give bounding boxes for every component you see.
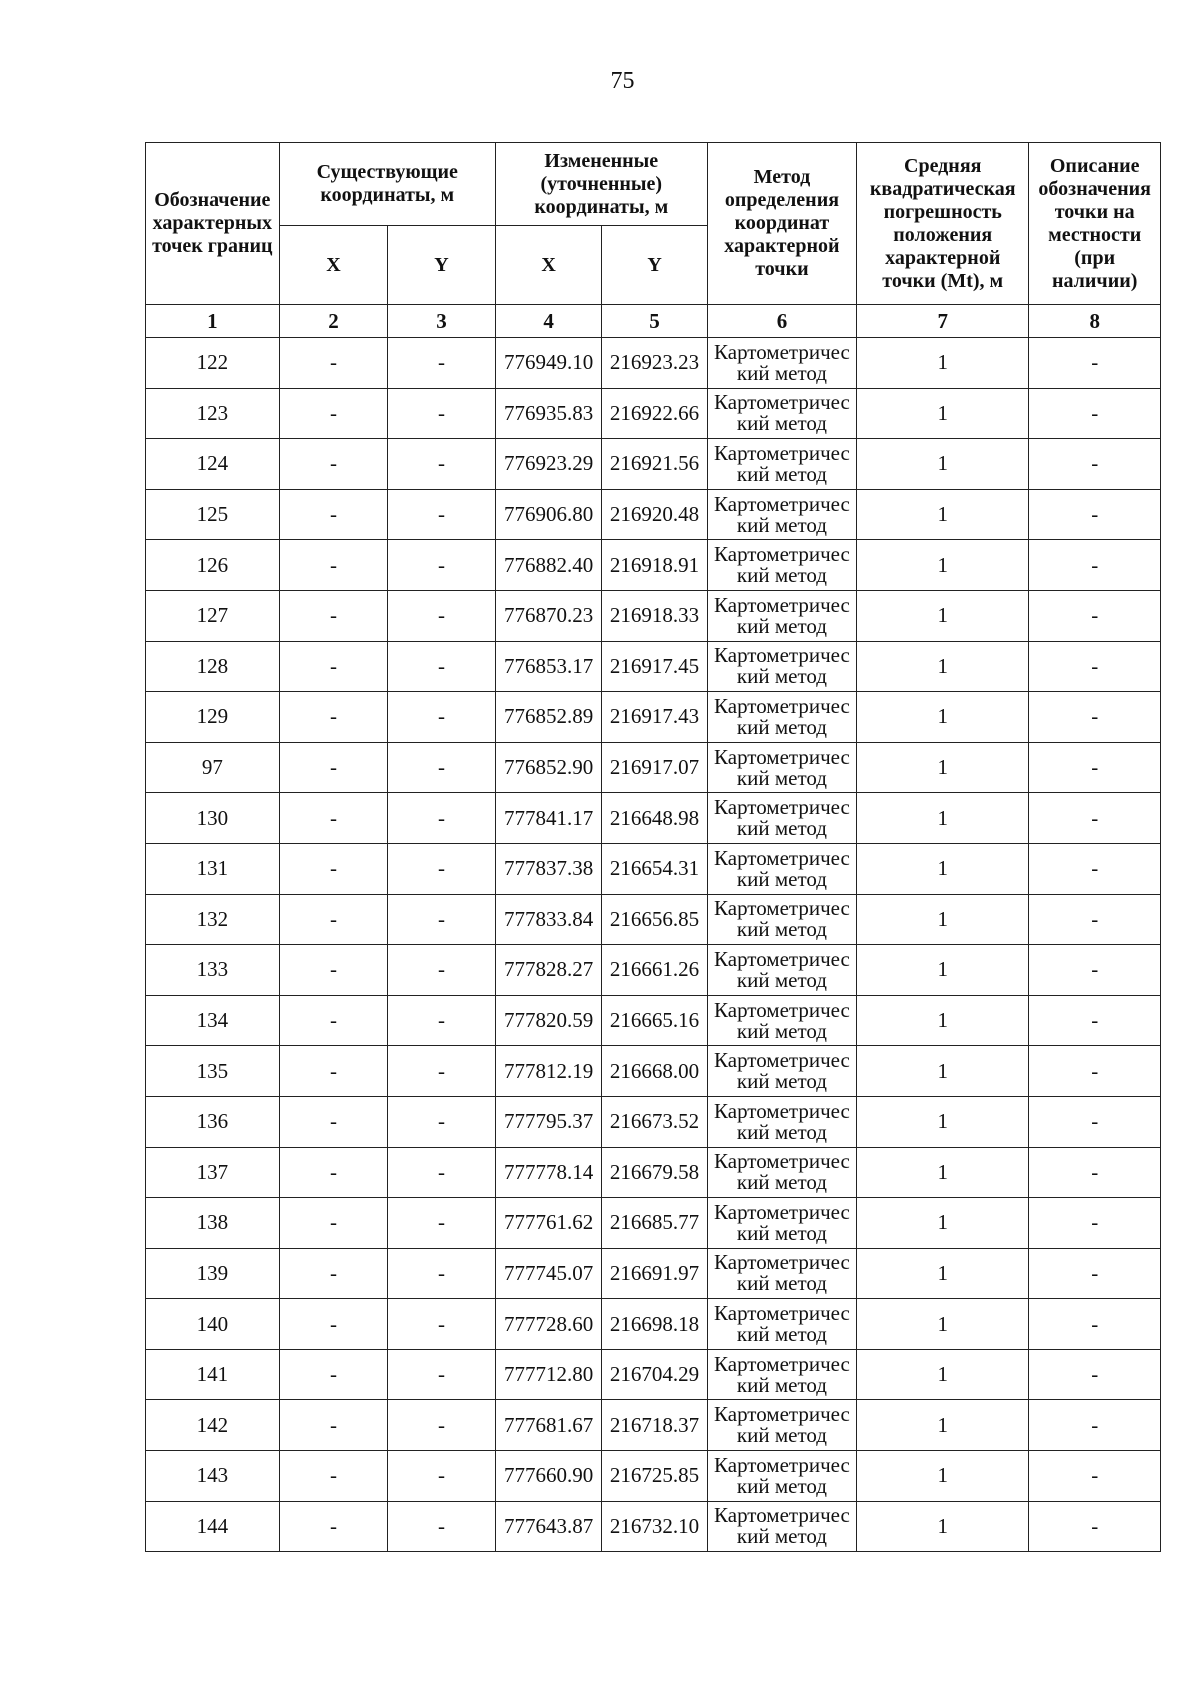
- changed-x-cell: 777745.07: [495, 1248, 602, 1299]
- changed-y-cell: 216917.45: [602, 641, 707, 692]
- method-cell: Картометричес кий метод: [707, 1299, 856, 1350]
- method-cell: Картометричес кий метод: [707, 1349, 856, 1400]
- method-cell: Картометричес кий метод: [707, 793, 856, 844]
- changed-x-cell: 776870.23: [495, 590, 602, 641]
- point-number-cell: 97: [146, 742, 280, 793]
- existing-y-cell: -: [388, 1198, 496, 1249]
- existing-y-cell: -: [388, 945, 496, 996]
- method-cell: Картометричес кий метод: [707, 540, 856, 591]
- changed-y-cell: 216691.97: [602, 1248, 707, 1299]
- header-changed-y: Y: [602, 226, 707, 305]
- changed-x-cell: 777837.38: [495, 843, 602, 894]
- existing-y-cell: -: [388, 1248, 496, 1299]
- changed-x-cell: 776935.83: [495, 388, 602, 439]
- changed-x-cell: 777833.84: [495, 894, 602, 945]
- point-number-cell: 123: [146, 388, 280, 439]
- changed-y-cell: 216718.37: [602, 1400, 707, 1451]
- header-point-designation: Обозначение характерных точек границ: [146, 143, 280, 305]
- existing-x-cell: -: [279, 894, 388, 945]
- existing-x-cell: -: [279, 1198, 388, 1249]
- header-changed-x: X: [495, 226, 602, 305]
- point-number-cell: 131: [146, 843, 280, 894]
- existing-x-cell: -: [279, 945, 388, 996]
- point-number-cell: 122: [146, 338, 280, 389]
- existing-x-cell: -: [279, 489, 388, 540]
- table-row: [146, 1501, 1161, 1552]
- mean-error-cell: 1: [857, 793, 1029, 844]
- point-number-cell: 143: [146, 1451, 280, 1502]
- changed-y-cell: 216923.23: [602, 338, 707, 389]
- column-number: 5: [602, 305, 707, 338]
- point-number-cell: 137: [146, 1147, 280, 1198]
- method-cell: Картометричес кий метод: [707, 388, 856, 439]
- mean-error-cell: 1: [857, 945, 1029, 996]
- point-number-cell: 141: [146, 1349, 280, 1400]
- existing-x-cell: -: [279, 1046, 388, 1097]
- point-number-cell: 128: [146, 641, 280, 692]
- changed-x-cell: 777841.17: [495, 793, 602, 844]
- column-number: 4: [495, 305, 602, 338]
- table-row: [146, 995, 1161, 1046]
- description-cell: -: [1029, 742, 1161, 793]
- header-description: Описание обозначения точки на местности (при наличии): [1029, 143, 1161, 305]
- point-number-cell: 139: [146, 1248, 280, 1299]
- point-number-cell: 140: [146, 1299, 280, 1350]
- table-row: [146, 489, 1161, 540]
- point-number-cell: 136: [146, 1096, 280, 1147]
- changed-y-cell: 216685.77: [602, 1198, 707, 1249]
- changed-x-cell: 776853.17: [495, 641, 602, 692]
- existing-x-cell: -: [279, 1299, 388, 1350]
- method-cell: Картометричес кий метод: [707, 439, 856, 490]
- existing-x-cell: -: [279, 1096, 388, 1147]
- existing-x-cell: -: [279, 540, 388, 591]
- mean-error-cell: 1: [857, 1198, 1029, 1249]
- existing-y-cell: -: [388, 894, 496, 945]
- mean-error-cell: 1: [857, 1147, 1029, 1198]
- method-cell: Картометричес кий метод: [707, 1198, 856, 1249]
- mean-error-cell: 1: [857, 641, 1029, 692]
- description-cell: -: [1029, 1096, 1161, 1147]
- table-row: [146, 338, 1161, 389]
- existing-y-cell: -: [388, 338, 496, 389]
- changed-x-cell: 777728.60: [495, 1299, 602, 1350]
- table-row: [146, 1198, 1161, 1249]
- description-cell: -: [1029, 692, 1161, 743]
- table-row: [146, 1046, 1161, 1097]
- point-number-cell: 132: [146, 894, 280, 945]
- header-method: Метод определения координат характерной точки: [707, 143, 856, 305]
- existing-x-cell: -: [279, 742, 388, 793]
- description-cell: -: [1029, 843, 1161, 894]
- changed-y-cell: 216917.43: [602, 692, 707, 743]
- changed-x-cell: 777643.87: [495, 1501, 602, 1552]
- point-number-cell: 144: [146, 1501, 280, 1552]
- method-cell: Картометричес кий метод: [707, 894, 856, 945]
- method-cell: Картометричес кий метод: [707, 641, 856, 692]
- mean-error-cell: 1: [857, 1400, 1029, 1451]
- method-cell: Картометричес кий метод: [707, 1501, 856, 1552]
- mean-error-cell: 1: [857, 1299, 1029, 1350]
- description-cell: -: [1029, 894, 1161, 945]
- existing-y-cell: -: [388, 1147, 496, 1198]
- method-cell: Картометричес кий метод: [707, 590, 856, 641]
- table-row: [146, 1299, 1161, 1350]
- existing-y-cell: -: [388, 742, 496, 793]
- existing-y-cell: -: [388, 1400, 496, 1451]
- mean-error-cell: 1: [857, 1046, 1029, 1097]
- changed-y-cell: 216704.29: [602, 1349, 707, 1400]
- existing-y-cell: -: [388, 439, 496, 490]
- description-cell: -: [1029, 590, 1161, 641]
- mean-error-cell: 1: [857, 843, 1029, 894]
- existing-x-cell: -: [279, 338, 388, 389]
- point-number-cell: 124: [146, 439, 280, 490]
- mean-error-cell: 1: [857, 1501, 1029, 1552]
- mean-error-cell: 1: [857, 692, 1029, 743]
- changed-y-cell: 216725.85: [602, 1451, 707, 1502]
- method-cell: Картометричес кий метод: [707, 489, 856, 540]
- mean-error-cell: 1: [857, 995, 1029, 1046]
- existing-x-cell: -: [279, 641, 388, 692]
- changed-x-cell: 777820.59: [495, 995, 602, 1046]
- changed-y-cell: 216648.98: [602, 793, 707, 844]
- existing-y-cell: -: [388, 1451, 496, 1502]
- existing-x-cell: -: [279, 692, 388, 743]
- method-cell: Картометричес кий метод: [707, 692, 856, 743]
- changed-y-cell: 216673.52: [602, 1096, 707, 1147]
- mean-error-cell: 1: [857, 489, 1029, 540]
- description-cell: -: [1029, 1400, 1161, 1451]
- changed-y-cell: 216921.56: [602, 439, 707, 490]
- description-cell: -: [1029, 1349, 1161, 1400]
- table-row: [146, 388, 1161, 439]
- method-cell: Картометричес кий метод: [707, 1046, 856, 1097]
- description-cell: -: [1029, 1299, 1161, 1350]
- point-number-cell: 142: [146, 1400, 280, 1451]
- header-existing-x: X: [279, 226, 388, 305]
- mean-error-cell: 1: [857, 388, 1029, 439]
- changed-y-cell: 216918.33: [602, 590, 707, 641]
- table-row: [146, 1349, 1161, 1400]
- column-number: 1: [146, 305, 280, 338]
- mean-error-cell: 1: [857, 742, 1029, 793]
- table-row: [146, 894, 1161, 945]
- point-number-cell: 130: [146, 793, 280, 844]
- changed-x-cell: 777778.14: [495, 1147, 602, 1198]
- changed-y-cell: 216918.91: [602, 540, 707, 591]
- description-cell: -: [1029, 641, 1161, 692]
- table-body: [146, 338, 1161, 1552]
- existing-y-cell: -: [388, 793, 496, 844]
- existing-x-cell: -: [279, 793, 388, 844]
- point-number-cell: 125: [146, 489, 280, 540]
- changed-y-cell: 216917.07: [602, 742, 707, 793]
- changed-x-cell: 776882.40: [495, 540, 602, 591]
- existing-x-cell: -: [279, 1349, 388, 1400]
- existing-y-cell: -: [388, 540, 496, 591]
- description-cell: -: [1029, 388, 1161, 439]
- changed-y-cell: 216668.00: [602, 1046, 707, 1097]
- changed-x-cell: 776949.10: [495, 338, 602, 389]
- table-row: [146, 1400, 1161, 1451]
- existing-x-cell: -: [279, 439, 388, 490]
- existing-y-cell: -: [388, 1349, 496, 1400]
- changed-x-cell: 777812.19: [495, 1046, 602, 1097]
- changed-x-cell: 776852.90: [495, 742, 602, 793]
- table-row: [146, 1096, 1161, 1147]
- changed-x-cell: 777660.90: [495, 1451, 602, 1502]
- method-cell: Картометричес кий метод: [707, 338, 856, 389]
- changed-x-cell: 777761.62: [495, 1198, 602, 1249]
- existing-y-cell: -: [388, 489, 496, 540]
- changed-y-cell: 216732.10: [602, 1501, 707, 1552]
- description-cell: -: [1029, 945, 1161, 996]
- mean-error-cell: 1: [857, 590, 1029, 641]
- existing-y-cell: -: [388, 1046, 496, 1097]
- column-number-row: [146, 305, 1161, 338]
- existing-y-cell: -: [388, 590, 496, 641]
- table-row: [146, 793, 1161, 844]
- changed-x-cell: 777828.27: [495, 945, 602, 996]
- changed-y-cell: 216656.85: [602, 894, 707, 945]
- header-mean-error: Средняя квадратическая погрешность положения характерной точки (Mt), м: [857, 143, 1029, 305]
- method-cell: Картометричес кий метод: [707, 1451, 856, 1502]
- changed-x-cell: 777712.80: [495, 1349, 602, 1400]
- existing-y-cell: -: [388, 1096, 496, 1147]
- mean-error-cell: 1: [857, 1248, 1029, 1299]
- changed-y-cell: 216920.48: [602, 489, 707, 540]
- point-number-cell: 127: [146, 590, 280, 641]
- table-row: [146, 590, 1161, 641]
- method-cell: Картометричес кий метод: [707, 742, 856, 793]
- existing-x-cell: -: [279, 1501, 388, 1552]
- description-cell: -: [1029, 995, 1161, 1046]
- changed-x-cell: 777681.67: [495, 1400, 602, 1451]
- changed-x-cell: 776906.80: [495, 489, 602, 540]
- existing-x-cell: -: [279, 1400, 388, 1451]
- description-cell: -: [1029, 439, 1161, 490]
- table-row: [146, 742, 1161, 793]
- changed-y-cell: 216698.18: [602, 1299, 707, 1350]
- description-cell: -: [1029, 1451, 1161, 1502]
- changed-y-cell: 216661.26: [602, 945, 707, 996]
- description-cell: -: [1029, 1501, 1161, 1552]
- table-row: [146, 1248, 1161, 1299]
- existing-y-cell: -: [388, 388, 496, 439]
- table-row: [146, 945, 1161, 996]
- changed-x-cell: 776923.29: [495, 439, 602, 490]
- mean-error-cell: 1: [857, 1349, 1029, 1400]
- point-number-cell: 129: [146, 692, 280, 743]
- mean-error-cell: 1: [857, 894, 1029, 945]
- changed-x-cell: 777795.37: [495, 1096, 602, 1147]
- table-row: [146, 843, 1161, 894]
- column-number: 8: [1029, 305, 1161, 338]
- point-number-cell: 135: [146, 1046, 280, 1097]
- point-number-cell: 134: [146, 995, 280, 1046]
- table-row: [146, 1451, 1161, 1502]
- description-cell: -: [1029, 1198, 1161, 1249]
- mean-error-cell: 1: [857, 439, 1029, 490]
- description-cell: -: [1029, 489, 1161, 540]
- point-number-cell: 126: [146, 540, 280, 591]
- mean-error-cell: 1: [857, 338, 1029, 389]
- coordinates-table: [145, 142, 1161, 1552]
- existing-x-cell: -: [279, 843, 388, 894]
- mean-error-cell: 1: [857, 540, 1029, 591]
- method-cell: Картометричес кий метод: [707, 1096, 856, 1147]
- header-changed-coordinates: Измененные (уточненные) координаты, м: [495, 143, 707, 226]
- changed-x-cell: 776852.89: [495, 692, 602, 743]
- page-number: 75: [610, 68, 635, 94]
- table-row: [146, 692, 1161, 743]
- existing-x-cell: -: [279, 590, 388, 641]
- description-cell: -: [1029, 540, 1161, 591]
- description-cell: -: [1029, 1248, 1161, 1299]
- column-number: 6: [707, 305, 856, 338]
- changed-y-cell: 216665.16: [602, 995, 707, 1046]
- description-cell: -: [1029, 1147, 1161, 1198]
- existing-y-cell: -: [388, 843, 496, 894]
- column-number: 7: [857, 305, 1029, 338]
- method-cell: Картометричес кий метод: [707, 995, 856, 1046]
- table-row: [146, 1147, 1161, 1198]
- existing-x-cell: -: [279, 995, 388, 1046]
- table-row: [146, 540, 1161, 591]
- description-cell: -: [1029, 338, 1161, 389]
- method-cell: Картометричес кий метод: [707, 1400, 856, 1451]
- changed-y-cell: 216679.58: [602, 1147, 707, 1198]
- mean-error-cell: 1: [857, 1096, 1029, 1147]
- existing-y-cell: -: [388, 1299, 496, 1350]
- method-cell: Картометричес кий метод: [707, 945, 856, 996]
- changed-y-cell: 216922.66: [602, 388, 707, 439]
- point-number-cell: 138: [146, 1198, 280, 1249]
- method-cell: Картометричес кий метод: [707, 1147, 856, 1198]
- existing-y-cell: -: [388, 1501, 496, 1552]
- existing-y-cell: -: [388, 641, 496, 692]
- header-existing-coordinates: Существующие координаты, м: [279, 143, 495, 226]
- description-cell: -: [1029, 793, 1161, 844]
- column-number: 3: [388, 305, 496, 338]
- header-existing-y: Y: [388, 226, 496, 305]
- table-row: [146, 439, 1161, 490]
- table-row: [146, 641, 1161, 692]
- existing-x-cell: -: [279, 388, 388, 439]
- method-cell: Картометричес кий метод: [707, 1248, 856, 1299]
- mean-error-cell: 1: [857, 1451, 1029, 1502]
- existing-y-cell: -: [388, 692, 496, 743]
- existing-x-cell: -: [279, 1147, 388, 1198]
- method-cell: Картометричес кий метод: [707, 843, 856, 894]
- changed-y-cell: 216654.31: [602, 843, 707, 894]
- point-number-cell: 133: [146, 945, 280, 996]
- description-cell: -: [1029, 1046, 1161, 1097]
- column-number: 2: [279, 305, 388, 338]
- existing-y-cell: -: [388, 995, 496, 1046]
- existing-x-cell: -: [279, 1451, 388, 1502]
- existing-x-cell: -: [279, 1248, 388, 1299]
